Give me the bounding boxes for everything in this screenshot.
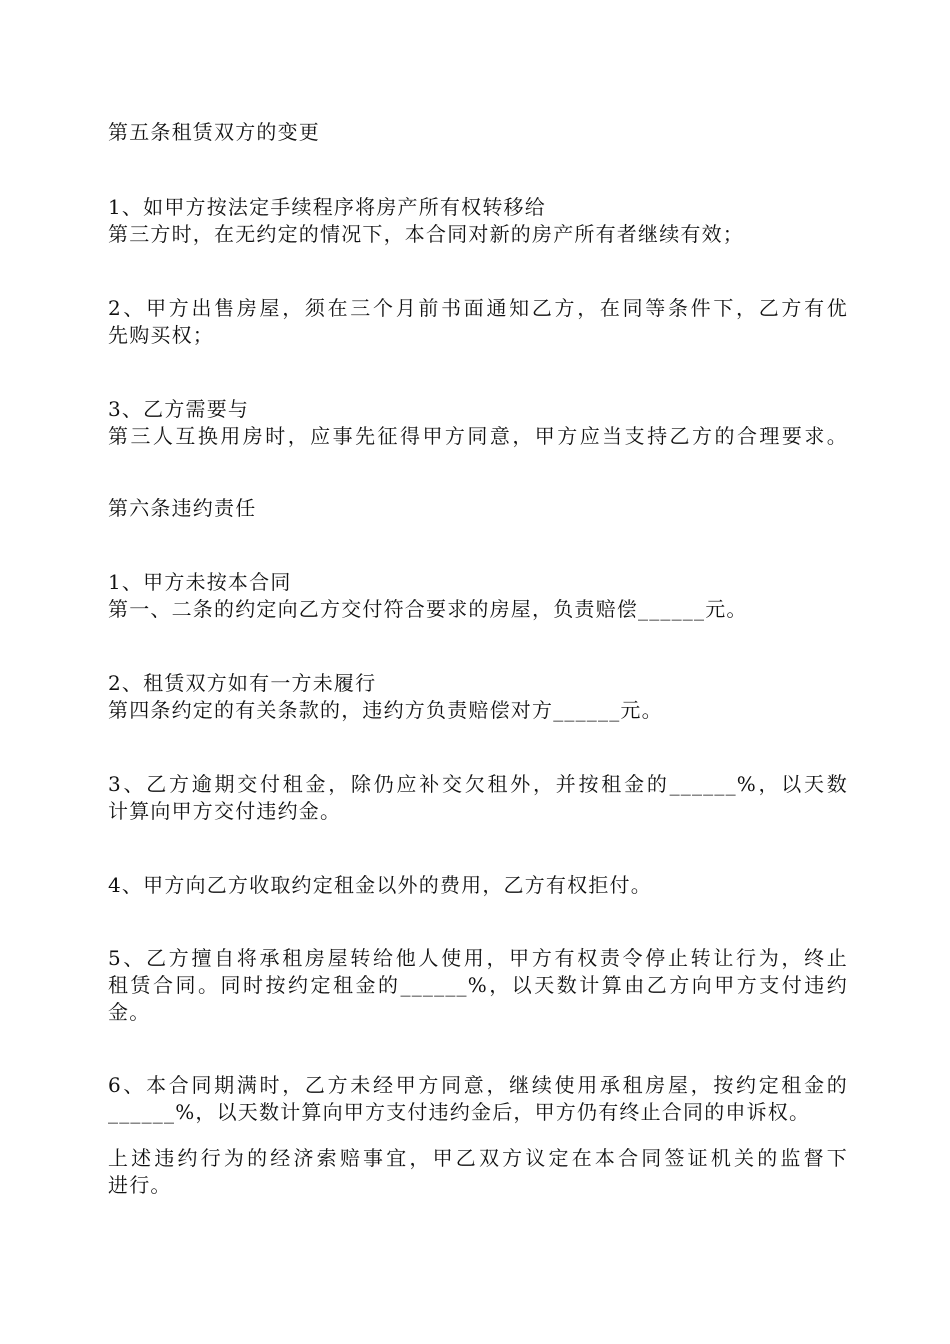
section-6-item-4: 4、甲方向乙方收取约定租金以外的费用，乙方有权拒付。 [108,873,652,897]
section-5-item-3-line-2: 第三人互换用房时，应事先征得甲方同意，甲方应当支持乙方的合理要求。 [108,424,848,448]
section-5-item-1-line-1: 1、如甲方按法定手续程序将房产所有权转移给 [108,195,546,219]
section-6-item-1-line-2: 第一、二条的约定向乙方交付符合要求的房屋，负责赔偿______元。 [108,597,748,621]
section-6-item-6-line-2: ______%，以天数计算向甲方支付违约金后，甲方仍有终止合同的申诉权。 [108,1100,811,1124]
section-5-item-3-line-1: 3、乙方需要与 [108,397,250,421]
section-6-item-2-line-2: 第四条约定的有关条款的，违约方负责赔偿对方______元。 [108,698,663,722]
section-6-item-1-line-1: 1、甲方未按本合同 [108,570,292,594]
section-6-item-5-line-1: 5、乙方擅自将承租房屋转给他人使用，甲方有权责令停止转让行为，终止 [108,946,848,970]
section-5-item-2-line-2: 先购买权； [108,323,214,347]
section-6-item-3-line-2: 计算向甲方交付违约金。 [108,799,342,823]
section-6-heading: 第六条违约责任 [108,496,257,520]
section-6-item-2-line-1: 2、租赁双方如有一方未履行 [108,671,377,695]
section-6-item-3-line-1: 3、乙方逾期交付租金，除仍应补交欠租外，并按租金的______%，以天数 [108,772,848,796]
closing-paragraph-line-1: 上述违约行为的经济索赔事宜，甲乙双方议定在本合同签证机关的监督下 [108,1146,848,1170]
section-5-heading: 第五条租赁双方的变更 [108,120,320,144]
section-6-item-5-line-3: 金。 [108,1000,151,1024]
section-5-item-1-line-2: 第三方时，在无约定的情况下，本合同对新的房产所有者继续有效； [108,222,744,246]
closing-paragraph-line-2: 进行。 [108,1173,172,1197]
section-5-item-2-line-1: 2、甲方出售房屋，须在三个月前书面通知乙方，在同等条件下，乙方有优 [108,296,848,320]
section-6-item-6-line-1: 6、本合同期满时，乙方未经甲方同意，继续使用承租房屋，按约定租金的 [108,1073,848,1097]
section-6-item-5-line-2: 租赁合同。同时按约定租金的______%，以天数计算由乙方向甲方支付违约 [108,973,848,997]
